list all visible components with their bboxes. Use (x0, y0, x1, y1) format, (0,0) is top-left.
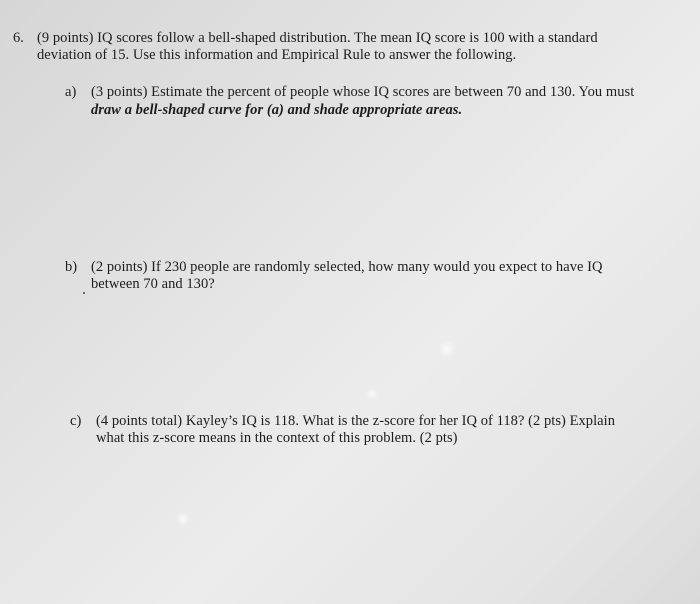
part-c-line-2: what this z-score means in the context of this problem. (2 pts) (96, 430, 458, 446)
part-a-line-1: (3 points) Estimate the percent of people whose IQ scores are between 70 and 130. You must (91, 84, 635, 100)
part-a-label: a) (65, 84, 77, 100)
part-b-line-2: between 70 and 130? (91, 276, 215, 292)
question-intro-line-1: (9 points) IQ scores follow a bell-shaped distribution. The mean IQ score is 100 with a standard (37, 30, 598, 46)
part-c-label: c) (70, 413, 82, 429)
part-b-line-1: (2 points) If 230 people are randomly selected, how many would you expect to have IQ (91, 259, 603, 275)
paper-speck (438, 340, 456, 358)
paper-speck (176, 512, 190, 526)
pencil-dot (83, 292, 85, 294)
part-c-line-1: (4 points total) Kayley’s IQ is 118. What is the z-score for her IQ of 118? (2 pts) Explain (96, 413, 616, 429)
paper-speck (366, 388, 378, 400)
part-a-line-2: draw a bell-shaped curve for (a) and shade appropriate areas. (91, 102, 463, 118)
question-number: 6. (13, 30, 24, 46)
part-b-label: b) (65, 259, 78, 275)
question-intro-line-2: deviation of 15. Use this information and Empirical Rule to answer the following. (37, 47, 517, 63)
